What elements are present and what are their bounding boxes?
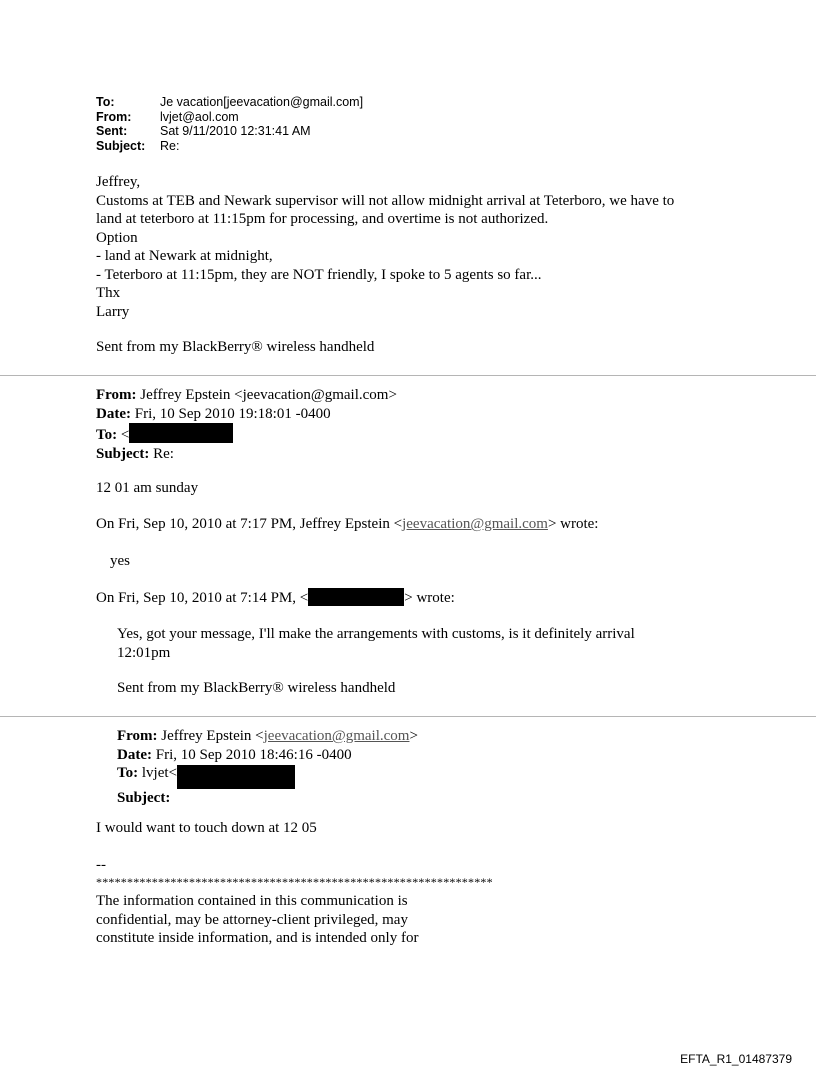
from-prefix: Jeffrey Epstein < xyxy=(161,728,264,744)
quote1-suffix: > wrote: xyxy=(547,516,599,532)
subject-value: Re: xyxy=(153,445,174,462)
email-link[interactable]: jeevacation@gmail.com xyxy=(263,728,410,744)
message-line: - Teterboro at 11:15pm, they are NOT friendly, I spoke to 5 agents so far... xyxy=(96,266,542,283)
message-line: land at teterboro at 11:15pm for processing, and overtime is not authorized. xyxy=(96,211,549,227)
header-to-value: Je vacation[jeevacation@gmail.com] xyxy=(160,95,364,109)
header-sent-label: Sent: xyxy=(96,124,128,138)
disclaimer-stars: **************************************************************** xyxy=(96,875,493,889)
message2-header xyxy=(96,386,397,463)
disclaimer xyxy=(96,892,418,948)
from-label: From: xyxy=(117,728,158,744)
quote1-prefix: On Fri, Sep 10, 2010 at 7:17 PM, Jeffrey Epstein < xyxy=(96,516,403,532)
message3-to-row xyxy=(117,764,418,789)
quote1-body: yes xyxy=(110,553,130,569)
header-from-row xyxy=(96,110,363,125)
redaction-block xyxy=(308,588,404,606)
message3-body: I would want to touch down at 12 05 xyxy=(96,820,317,836)
date-label: Date: xyxy=(96,405,131,422)
subject-label: Subject: xyxy=(96,445,150,462)
from-suffix: > xyxy=(409,728,418,744)
date-value: Fri, 10 Sep 2010 19:18:01 -0400 xyxy=(134,405,331,422)
message2-body: 12 01 am sunday xyxy=(96,480,199,496)
date-value: Fri, 10 Sep 2010 18:46:16 -0400 xyxy=(155,746,352,763)
to-value: lvjet< xyxy=(141,765,177,781)
message2-subject-row xyxy=(96,445,397,464)
message3-subject-row xyxy=(117,789,418,808)
message-line: Customs at TEB and Newark supervisor will not allow midnight arrival at Teterboro, we have to xyxy=(96,192,675,209)
header-sent-value: Sat 9/11/2010 12:31:41 AM xyxy=(160,124,311,138)
message1-body xyxy=(96,173,674,321)
header-subject-row xyxy=(96,139,363,154)
header-from-value: lvjet@aol.com xyxy=(160,109,239,124)
message3-from-row xyxy=(117,727,418,746)
from-value: Jeffrey Epstein <jeevacation@gmail.com> xyxy=(140,387,397,403)
signature-dashes: -- xyxy=(96,857,106,873)
disclaimer-line: The information contained in this communication is xyxy=(96,893,408,909)
subject-label: Subject: xyxy=(117,790,171,806)
redaction-block xyxy=(129,423,233,443)
divider xyxy=(0,375,816,376)
message2-date-row xyxy=(96,405,397,424)
message3-header xyxy=(117,727,418,808)
header-from-label: From: xyxy=(96,109,132,124)
disclaimer-line: constitute inside information, and is intended only for xyxy=(96,930,419,946)
header-to-row xyxy=(96,95,363,110)
redaction-block xyxy=(177,765,295,789)
message-line: Larry xyxy=(96,303,130,320)
quote2-signature: Sent from my BlackBerry® wireless handheld xyxy=(117,680,396,696)
to-prefix: < xyxy=(120,427,130,443)
message2-from-row xyxy=(96,386,397,405)
message2-to-row xyxy=(96,423,397,445)
quote2-suffix: > wrote: xyxy=(404,590,455,606)
quote1-attribution xyxy=(96,515,598,534)
message-line: Option xyxy=(96,229,138,246)
document-id: EFTA_R1_01487379 xyxy=(680,1052,792,1066)
disclaimer-line: confidential, may be attorney-client privileged, may xyxy=(96,911,408,928)
quote2-prefix: On Fri, Sep 10, 2010 at 7:14 PM, < xyxy=(96,590,309,606)
message3-date-row xyxy=(117,746,418,765)
email-header xyxy=(96,95,363,153)
message1-signature: Sent from my BlackBerry® wireless handheld xyxy=(96,339,375,355)
quote2-body xyxy=(117,625,635,662)
quote2-line: Yes, got your message, I'll make the arrangements with customs, is it definitely arrival xyxy=(117,626,635,642)
quote2-line: 12:01pm xyxy=(117,644,171,661)
message-line: Thx xyxy=(96,285,121,301)
divider xyxy=(0,716,816,717)
header-to-label: To: xyxy=(96,95,115,109)
header-sent-row xyxy=(96,124,363,139)
email-link[interactable]: jeevacation@gmail.com xyxy=(402,516,548,532)
date-label: Date: xyxy=(117,746,152,763)
to-label: To: xyxy=(117,765,139,781)
message-line: Jeffrey, xyxy=(96,174,141,190)
message-line: - land at Newark at midnight, xyxy=(96,248,273,264)
header-subject-value: Re: xyxy=(160,138,180,153)
to-label: To: xyxy=(96,427,118,443)
header-subject-label: Subject: xyxy=(96,138,146,153)
from-label: From: xyxy=(96,387,137,403)
quote2-attribution xyxy=(96,588,455,608)
